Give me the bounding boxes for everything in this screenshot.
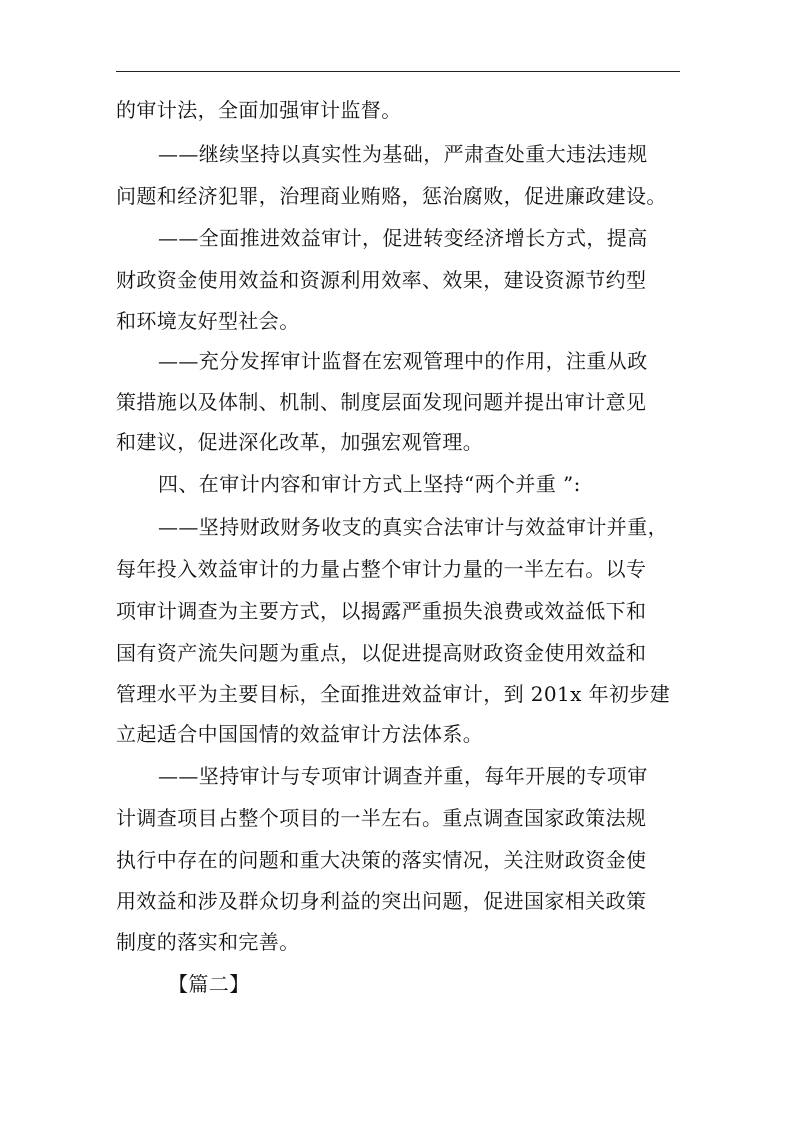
text-line: 用效益和涉及群众切身利益的突出问题，促进国家相关政策 bbox=[116, 889, 647, 913]
text-line: 四、在审计内容和审计方式上坚持“两个并重 ”: bbox=[158, 472, 581, 496]
text-line: 项审计调查为主要方式，以揭露严重损失浪费或效益低下和 bbox=[116, 599, 647, 623]
text-line: 策措施以及体制、机制、制度层面发现问题并提出审计意见 bbox=[116, 390, 647, 414]
text-line: ——继续坚持以真实性为基础，严肃查处重大违法违规 bbox=[158, 142, 648, 166]
text-line: ——充分发挥审计监督在宏观管理中的作用，注重从政 bbox=[158, 349, 648, 373]
text-line: 执行中存在的问题和重大决策的落实情况，关注财政资金使 bbox=[116, 848, 647, 872]
text-line: 管理水平为主要目标，全面推进效益审计，到 201x 年初步建 bbox=[116, 682, 671, 706]
section-heading: 【篇二】 bbox=[168, 972, 250, 996]
text-line: 计调查项目占整个项目的一半左右。重点调查国家政策法规 bbox=[116, 806, 647, 830]
text-line: 和建议，促进深化改革，加强宏观管理。 bbox=[116, 430, 484, 454]
text-line: 制度的落实和完善。 bbox=[116, 930, 300, 954]
text-line: 问题和经济犯罪，治理商业贿赂，惩治腐败，促进廉政建设。 bbox=[116, 184, 667, 208]
text-line: 每年投入效益审计的力量占整个审计力量的一半左右。以专 bbox=[116, 557, 647, 581]
text-line: 和环境友好型社会。 bbox=[116, 309, 300, 333]
text-line: ——坚持审计与专项审计调查并重，每年开展的专项审 bbox=[158, 764, 648, 788]
header-rule bbox=[116, 71, 680, 72]
text-line: 立起适合中国国情的效益审计方法体系。 bbox=[116, 722, 484, 746]
text-line: ——全面推进效益审计，促进转变经济增长方式，提高 bbox=[158, 226, 648, 250]
text-line: 财政资金使用效益和资源利用效率、效果，建设资源节约型 bbox=[116, 268, 647, 292]
text-line: ——坚持财政财务收支的真实合法审计与效益审计并重， bbox=[158, 515, 668, 539]
text-line: 的审计法，全面加强审计监督。 bbox=[116, 98, 402, 122]
text-line: 国有资产流失问题为重点，以促进提高财政资金使用效益和 bbox=[116, 641, 647, 665]
